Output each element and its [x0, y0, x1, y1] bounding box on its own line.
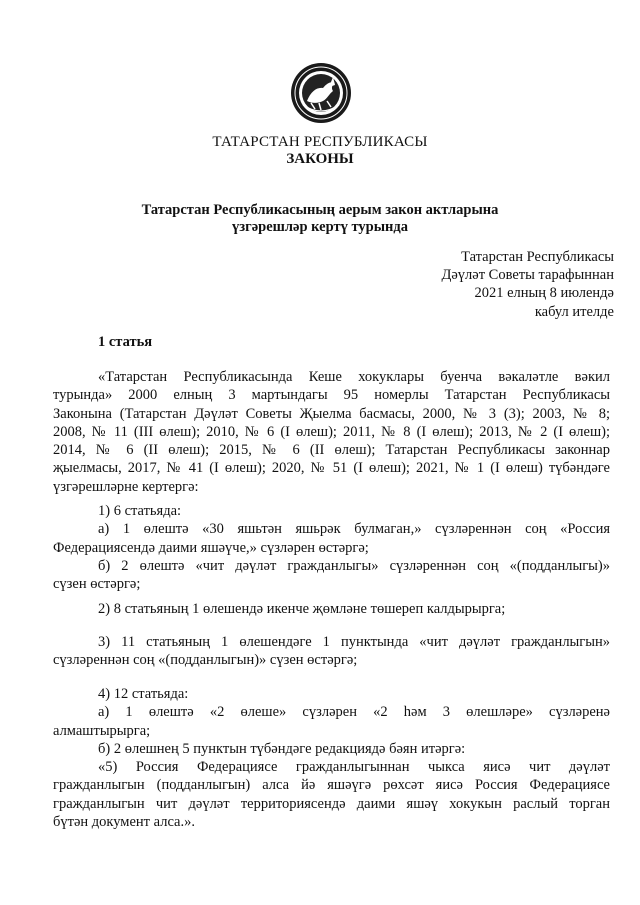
item-2 — [53, 600, 610, 618]
text-line: Федерациясендә даими яшәүче,» сүзләрен өстәргә; — [53, 539, 369, 556]
adoption-note — [374, 248, 614, 321]
adoption-line: Дәүләт Советы тарафыннан — [441, 267, 614, 284]
text-line: а) 1 өлештә «30 яшьтән яшьрәк булмаган,» сүзләреннән соң «Россия — [98, 521, 610, 538]
text-line: үзгәрешләрне кертергә: — [53, 478, 199, 495]
item-heading: 1) 6 статьяда: — [98, 503, 182, 519]
adoption-line: кабул ителде — [534, 303, 614, 320]
text-line: 3) 11 статьяның 1 өлешендәге 1 пунктында «чит дәүләт гражданлыгын» — [98, 634, 610, 650]
text-line: 2014, № 6 (II өлеш); 2015, № 6 (II өлеш); Татарстан Республикасы законнар — [53, 442, 610, 459]
quote-line: гражданлыгын (подданлыгын) алса йә яшәүгә рөхсәт яисә Россия Федерациясе — [53, 777, 610, 794]
text-line: «Татарстан Республикасында Кеше хокуклары буенча вәкаләтле вәкил — [98, 369, 610, 385]
adoption-date: 2021 елның 8 июлендә — [474, 285, 614, 302]
text-line: сүзен өстәргә; — [53, 576, 141, 593]
header-republic: ТАТАРСТАН РЕСПУБЛИКАСЫ — [212, 134, 428, 150]
text-line: турында» 2000 елның 3 мартындагы 95 номерлы Татарстан Республикасы — [53, 387, 610, 404]
text-line: алмаштырырга; — [53, 722, 151, 739]
text-line: Законына (Татарстан Дәүләт Советы Җыелма басмасы, 2000, № 3 (3); 2003, № 8; — [53, 405, 610, 422]
text-line: а) 1 өлештә «2 өлеше» сүзләрен «2 һәм 3 өлешләре» сүзләренә — [98, 704, 610, 721]
quote-line: «5) Россия Федерациясе гражданлыгыннан чыкса яисә чит дәүләт — [98, 759, 610, 776]
item-3 — [53, 633, 610, 670]
header-law: ЗАКОНЫ — [286, 151, 354, 167]
text-line: сүзләреннән соң «(подданлыгын)» сүзен өстәргә; — [53, 652, 358, 669]
item-heading: 4) 12 статьяда: — [98, 686, 189, 702]
article-intro — [53, 368, 610, 496]
text-line: җыелмасы, 2017, № 41 (I өлеш); 2020, № 51 (I өлеш); 2021, № 1 (I өлеш) түбәндәге — [53, 460, 610, 477]
text-line: 2008, № 11 (III өлеш); 2010, № 6 (I өлеш); 2011, № 8 (I өлеш); 2013, № 2 (I өлеш); — [53, 423, 610, 440]
quote-line: бүтән документ алса.». — [53, 814, 195, 831]
text-line: б) 2 өлешнең 5 пунктын түбәндәге редакциядә бәян итәргә: — [98, 740, 466, 757]
article-heading: 1 статья — [98, 334, 153, 350]
item-4 — [53, 685, 610, 831]
law-title-line2: үзгәрешләр кертү турында — [232, 219, 408, 235]
text-line: 2) 8 статьяның 1 өлешендә икенче җөмләне төшереп калдырырга; — [98, 601, 506, 617]
quote-line: гражданлыгын чит дәүләт территориясендә даими яшәү хокукын раслый торган — [53, 795, 610, 812]
item-1 — [53, 502, 610, 593]
law-title-line1: Татарстан Республикасының аерым закон актларына — [141, 202, 499, 218]
tatarstan-emblem-icon — [289, 61, 353, 125]
text-line: б) 2 өлештә «чит дәүләт гражданлыгы» сүзләреннән соң «(подданлыгы)» — [98, 557, 610, 574]
adoption-line: Татарстан Республикасы — [461, 249, 614, 265]
